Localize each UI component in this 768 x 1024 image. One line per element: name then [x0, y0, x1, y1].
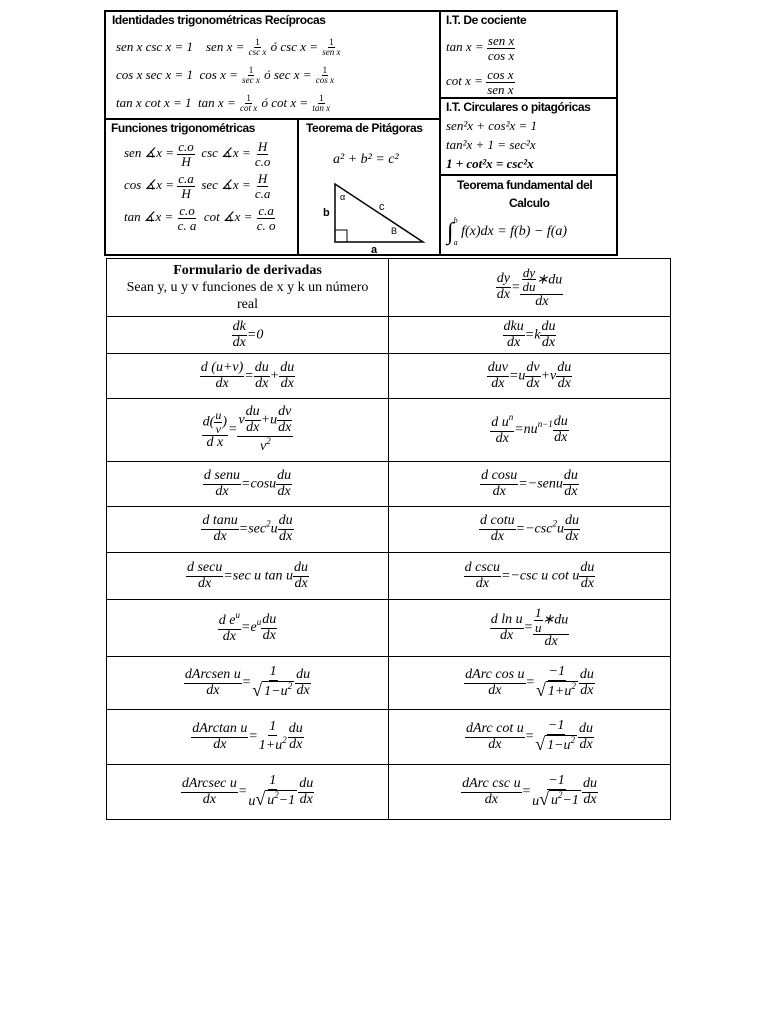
table-row	[107, 600, 671, 657]
table-row	[107, 317, 671, 354]
fundamental-formula: $\int_a^b$ f(x)dx = f(b) − f(a)	[447, 216, 568, 247]
constant-rule-cell: $\frac{dk}{dx}$ =0	[107, 317, 389, 354]
derivatives-subtitle: Sean y, u y v funciones de x y k un número real	[126, 280, 369, 312]
reciprocal-identities-box	[104, 10, 441, 120]
reciprocal-title: Identidades trigonométricas Recíprocas	[112, 13, 326, 27]
quotient-title: I.T. De cociente	[446, 13, 527, 27]
chain-rule-cell: $\frac{dy}{dx}$ = $\frac{dy}{du}$ ∗du dx	[389, 259, 671, 317]
table-row	[107, 765, 671, 820]
arcsin-derivative-cell: $\frac{\text{dArcsen u}}{dx}$ = 1 √ $1-u^2$ $\frac{du}{dx}$	[107, 657, 389, 710]
cot-quotient: cot x = $\frac{\text{cos x}}{\text{sen x}}$	[446, 67, 514, 97]
quotient-identities-box	[439, 10, 618, 99]
pythagoras-box	[297, 118, 441, 256]
reciprocal-row-3: tan x cot x = 1 tan x = $\frac{1}{\text{cot x}}$ ó cot x = $\frac{1}{\text{tan x}}$	[116, 93, 331, 114]
pyth-identity-3: 1 + cot²x = csc²x	[446, 156, 534, 171]
sin-derivative-cell: $\frac{\text{d senu}}{dx}$ =cosu $\frac{du}{dx}$	[107, 462, 389, 507]
power-rule-cell: $\frac{d u^n}{dx}$ $=nu^{n-1}$ $\frac{du}{dx}$	[389, 399, 671, 462]
arctan-derivative-cell: $\frac{\text{dArctan u}}{dx}$ = $\frac{1}{1+u^2}$ $\frac{du}{dx}$	[107, 710, 389, 765]
table-row	[107, 462, 671, 507]
constant-multiple-cell: $\frac{\text{dku}}{dx}$ =k $\frac{du}{dx}$	[389, 317, 671, 354]
angle-beta-label: B	[391, 226, 398, 236]
angle-alpha-label: α	[340, 192, 346, 202]
reciprocal-row-1: sen x csc x = 1 sen x = $\frac{1}{\text{csc x}}$ ó csc x = $\frac{1}{\text{sen x}}$	[116, 37, 341, 58]
table-row	[107, 553, 671, 600]
derivatives-table	[106, 258, 671, 820]
derivatives-title: Formulario de derivadas	[173, 263, 322, 278]
table-row	[107, 399, 671, 462]
pyth-identity-1: sen²x + cos²x = 1	[446, 118, 538, 133]
circular-title: I.T. Circulares o pitagóricas	[446, 100, 591, 114]
pyth-identity-2: tan²x + 1 = sec²x	[446, 137, 536, 152]
table-row	[107, 507, 671, 553]
pythagoras-formula: a² + b² = c²	[333, 152, 399, 167]
side-b-label: b	[323, 207, 330, 219]
fundamental-result: f(b) − f(a)	[510, 224, 568, 239]
fundamental-title-1: Teorema fundamental del	[457, 178, 593, 192]
tan-derivative-cell: $\frac{\text{d tanu}}{dx}$ $=\sec^2u$ $\frac{du}{dx}$	[107, 507, 389, 553]
reciprocal-row-2: cos x sec x = 1 cos x = $\frac{1}{\text{sec x}}$ ó sec x = $\frac{1}{\text{cos x}}$	[116, 65, 335, 86]
derivatives-header-cell	[107, 259, 389, 317]
functions-title: Funciones trigonométricas	[111, 121, 256, 135]
side-c-label: c	[379, 201, 385, 213]
tan-cot-ratio: tan ∡x = $\frac{c.o}{c. a}$ cot ∡x = $\frac{c.a}{c. o}$	[124, 203, 276, 233]
arccos-derivative-cell: $\frac{\text{dArc cos u}}{dx}$ = −1 √ $1+u^2$ $\frac{du}{dx}$	[389, 657, 671, 710]
csc-derivative-cell: $\frac{\text{d cscu}}{dx}$ =−csc u cot u $\frac{du}{dx}$	[389, 553, 671, 600]
tan-quotient: tan x = $\frac{\text{sen x}}{\text{cos x}}$	[446, 33, 515, 63]
sum-rule-cell: $\frac{d (u+v)}{dx}$ = $\frac{du}{dx}$ + $\frac{du}{dx}$	[107, 354, 389, 399]
trig-functions-box	[104, 118, 299, 256]
table-row	[107, 657, 671, 710]
ln-derivative-cell: $\frac{\text{d ln u}}{dx}$ = $\frac{1}{u}$ ∗du dx	[389, 600, 671, 657]
table-row	[107, 710, 671, 765]
quotient-rule-cell: d( $\frac{u}{v}$ ) d x = v $\frac{du}{dx}$ +u $\frac{dv}{dx}$ $v^2$	[107, 399, 389, 462]
arccot-derivative-cell: $\frac{\text{dArc cot u}}{dx}$ = −1 √ $1-u^2$ $\frac{du}{dx}$	[389, 710, 671, 765]
side-a-label: a	[371, 244, 378, 256]
fundamental-title-2: Calculo	[509, 196, 550, 210]
right-triangle-diagram	[319, 178, 439, 256]
arccsc-derivative-cell: $\frac{\text{dArc csc u}}{dx}$ = −1 u √ $u^2-1$ $\frac{du}{dx}$	[389, 765, 671, 820]
cos-derivative-cell: $\frac{\text{d cosu}}{dx}$ =−senu $\frac{du}{dx}$	[389, 462, 671, 507]
pythagoras-title: Teorema de Pitágoras	[306, 121, 423, 135]
table-row	[107, 259, 671, 317]
arcsec-derivative-cell: $\frac{\text{dArcsec u}}{dx}$ = 1 u √ $u^2-1$ $\frac{du}{dx}$	[107, 765, 389, 820]
product-rule-cell: $\frac{\text{duv}}{dx}$ =u $\frac{dv}{dx}$ +v $\frac{du}{dx}$	[389, 354, 671, 399]
table-row	[107, 354, 671, 399]
cos-sec-ratio: cos ∡x = $\frac{c.a}{H}$ sec ∡x = $\frac{H}{c.a}$	[124, 171, 271, 201]
cot-derivative-cell: $\frac{\text{d cotu}}{dx}$ $=-\csc^2u$ $\frac{du}{dx}$	[389, 507, 671, 553]
sen-csc-ratio: sen ∡x = $\frac{c.o}{H}$ csc ∡x = $\frac{H}{c.o}$	[124, 139, 271, 169]
pythagorean-identities-box	[439, 97, 618, 176]
fundamental-theorem-box	[439, 174, 618, 256]
exp-derivative-cell: $\frac{d e^u}{dx}$ $=e^u$ $\frac{du}{dx}$	[107, 600, 389, 657]
sec-derivative-cell: $\frac{\text{d secu}}{dx}$ =sec u tan u $\frac{du}{dx}$	[107, 553, 389, 600]
